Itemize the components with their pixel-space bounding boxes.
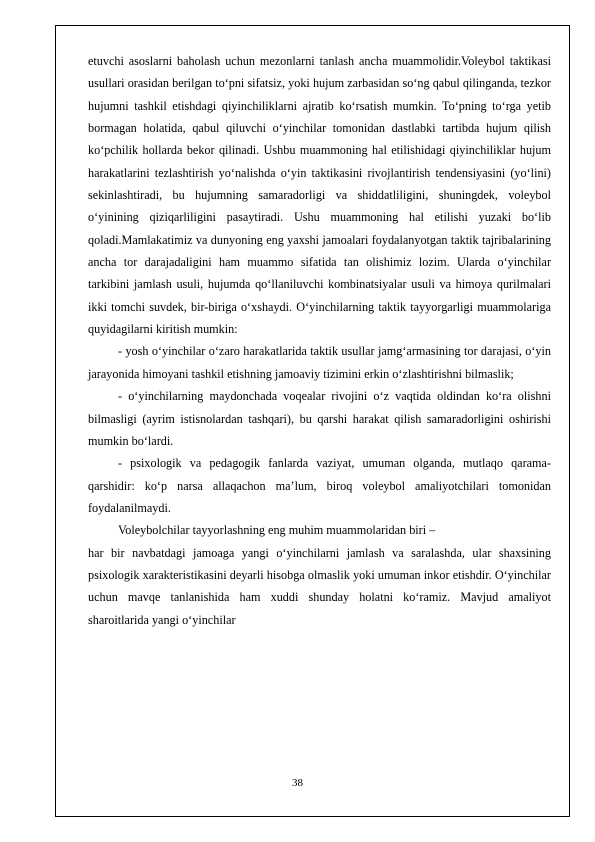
page-number: 38 — [292, 777, 303, 789]
paragraph-bullet-2: - o‘yinchilarning maydonchada voqealar rivojini o‘z vaqtida oldindan ko‘ra olishni bilmasligi (ayrim istisnolardan tashqari), bu qarshi harakat qilish samaradorligini oshirishi mumkin bo‘lardi. — [88, 389, 551, 448]
paragraph-intro: etuvchi asoslarni baholash uchun mezonlarni tanlash ancha muammolidir.Voleybol taktikasi usullari orasidan berilgan to‘pni sifatsiz, yoki hujum zarbasidan so‘ng qabul qilinganda, tezkor hujumni tashkil etishdagi qiyinchiliklarni ajratib ko‘rsatish mumkin. To‘pning to‘rga yetib bormagan holatida, qabul qiluvchi o‘yinchilar tomonidan dastlabki tartibda hujum qilish ko‘pchilik hollarda bekor qilinadi. Ushbu muammoning hal etilishidagi qiyinchiliklar hujum harakatlarini tezlashtirish yo‘nalishda o‘yin taktikasini rivojlantirish tendensiyasini (yo‘lini) sekinlashtiradi, bu hujumning samaradorligi va shiddatliligini, shuningdek, voleybol o‘yinining qiziqarliligini pasaytiradi. Ushu muammoning hal etilishi yuzaki bo‘lib qoladi.Mamlakatimiz va dunyoning eng yaxshi jamoalari foydalanyotgan taktik tajribalarining ancha tor darajadaligini ham muammo sifatida tan olishimiz lozim. Ularda o‘yinchilar tarkibini jamlash usuli, hujumda qo‘llaniluvchi kombinatsiyalar usuli va himoya qurilmalari ikki tomchi suvdek, bir-biriga o‘xshaydi. O‘yinchilarning taktik tayyorgarligi muammolariga quyidagilarni kiritish mumkin: — [88, 54, 551, 337]
paragraph-bullet-1: - yosh o‘yinchilar o‘zaro harakatlarida taktik usullar jamg‘armasining tor darajasi, o‘yin jarayonida himoyani tashkil etishning jamoaviy tizimini erkin o‘zlashtirishni bilmaslik; — [88, 344, 551, 381]
document-body — [88, 50, 551, 631]
paragraph-continuation: har bir navbatdagi jamoaga yangi o‘yinchilarni jamlash va saralashda, ular shaxsining psixologik xarakteristikasini deyarli hisobga olmaslik yoki umuman inkor etishdir. O‘yinchilar uchun mavqe tanlanishida ham xuddi shunday holatni ko‘ramiz. Mavjud amaliyot sharoitlarida yangi o‘yinchilar — [88, 545, 551, 627]
paragraph-problem-heading: Voleybolchilar tayyorlashning eng muhim muammolaridan biri – — [118, 523, 436, 538]
paragraph-bullet-3: - psixologik va pedagogik fanlarda vaziyat, umuman olganda, mutlaqo qarama-qarshidir: ko‘p narsa allaqachon ma’lum, biroq voleybol amaliyotchilari tomonidan foydalanilmaydi. — [88, 456, 551, 515]
